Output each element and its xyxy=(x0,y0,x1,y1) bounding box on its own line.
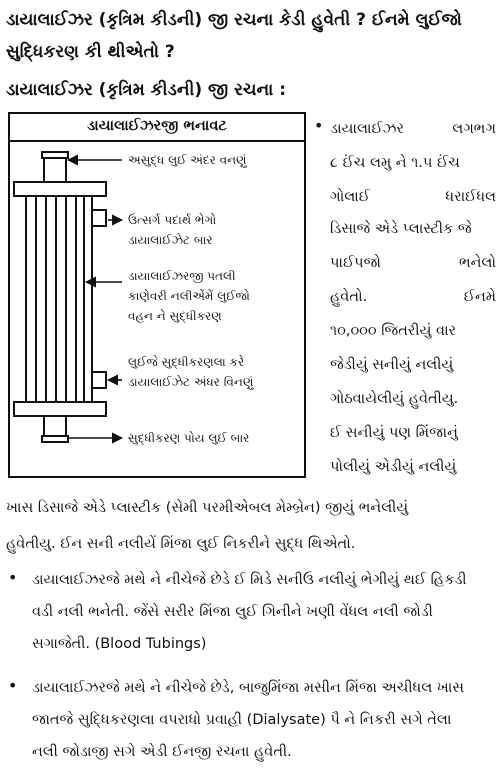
para1-line-7: ૧૦,૦૦૦ જિતરીયું વાર xyxy=(330,323,457,339)
para1-line-8: જેડીયું સનીયું નલીયું xyxy=(330,357,454,373)
label-blood-in: અસુદ્ધ લુઈ અંદર વનણું xyxy=(128,153,247,167)
section-subheading: ડાયાલાઈઝર (કૃત્રિમ કીડની) જી રચના : xyxy=(6,80,287,100)
para1-line-3: ગોલાઈ ધરાઈધલ xyxy=(330,189,496,205)
label-dialysate-line2: ડાયાલાઈઝેટ અંધર વિનણું xyxy=(128,375,254,389)
label-fiber-line1: ડાયાલાઈઝરજી પતલી xyxy=(128,269,236,283)
label-blood-out: સુદ્ધીકરણ પોય લુઈ બાર xyxy=(128,431,250,445)
diagram-title: ડાયાલાઈઝરજી ભનાવટ xyxy=(87,118,227,134)
para1-line-9: ગોઠવાયેલીયું હુવેતીયુ. xyxy=(330,391,459,407)
para1-line-1: ડાયાલાઈઝર લગભગ xyxy=(330,121,496,137)
para2-line-3: સગાજેતી. (Blood Tubings) xyxy=(32,636,207,652)
para1-line-6: હુવેતો. ઈનમે xyxy=(330,289,496,305)
para1-line-10: ઈ સનીયું પણ મિંજાનું xyxy=(330,425,458,441)
question-heading xyxy=(6,4,496,68)
para1-full-line-2: હુવેતીયુ. ઈન સની નલીયેં મિંજા લુઈ નિકરીને સુદ્ધ થિએતો. xyxy=(6,536,356,552)
dialysate-out-port xyxy=(92,210,106,226)
top-header xyxy=(14,182,106,196)
dialysate-in-port xyxy=(92,372,106,388)
dialyzer-diagram xyxy=(8,112,306,478)
label-fiber-line2: કાણેવરી નલીએંમેં લુઈજો xyxy=(128,289,250,303)
para1-line-11: પોલીયું એડીયું નલીયું xyxy=(330,459,457,475)
bullet-3: • xyxy=(8,676,18,695)
para2-line-1: ડાયાલાઈઝરજે મથે ને નીચેજે છેડે ઈ મિડે સનીઉ નલીયું ભેગીયું થઈ હિકડી xyxy=(32,572,467,588)
label-waste-line1: ઉત્સર્ગ પદાર્થ ભેગો xyxy=(128,213,217,227)
para3-line-3: નલી જોડાજી સગે એડી ઈનજી રચના હુવેતી. xyxy=(32,744,292,760)
label-fiber-line3: વહન ને સુદ્ધીકરણ xyxy=(128,309,222,323)
para1-line-4: ડિસાજે એડે પ્લાસ્ટીક જે xyxy=(330,221,472,237)
bottom-header xyxy=(14,402,106,416)
bullet-1: • xyxy=(314,116,324,135)
para2-line-2: વડી નલી ભનેતી. જેંસે સરીર મિંજા લુઈ ગિનીને ખણી વેંધલ નલી જોડી xyxy=(32,604,433,620)
para3-line-2: જાતજે સુદ્ધિકરણલા વપરાધો પ્રવાહી (Dialysate) પૈ ને નિકરી સગે તેલા xyxy=(32,712,452,728)
question-line-1: ડાયાલાઈઝર (કૃત્રિમ કીડની) જી રચના કેડી હુવેતી ? ઈનમે લુઈજો xyxy=(6,10,462,30)
label-dialysate-line1: લુઈજે સુદ્ધીકરણલા કરે xyxy=(128,355,245,369)
para1-full-line-1: ખાસ ડિસાજે એડે પ્લાસ્ટીક (સેમી પરમીએબલ મેમ્બ્રેન) જીયું ભનેલીયું xyxy=(6,500,409,516)
question-line-2: સુદ્ધિકરણ કી થીએતો ? xyxy=(6,42,175,62)
para1-line-5: પાઈપજો ભનેલો xyxy=(330,255,496,271)
diagram-title-divider xyxy=(10,140,304,142)
para3-line-1: ડાયાલાઈઝરજે મથે ને નીચેજે છેડે, બાજુમિંજા મસીન મિંજા અચીધલ ખાસ xyxy=(32,680,465,696)
bullet-2: • xyxy=(8,568,18,587)
para1-line-2: ૮ ઈંચ લમુ ને ૧.૫ ઈંચ xyxy=(330,155,460,171)
label-waste-line2: ડાયાલાઈઝેટ બાર xyxy=(128,233,213,247)
